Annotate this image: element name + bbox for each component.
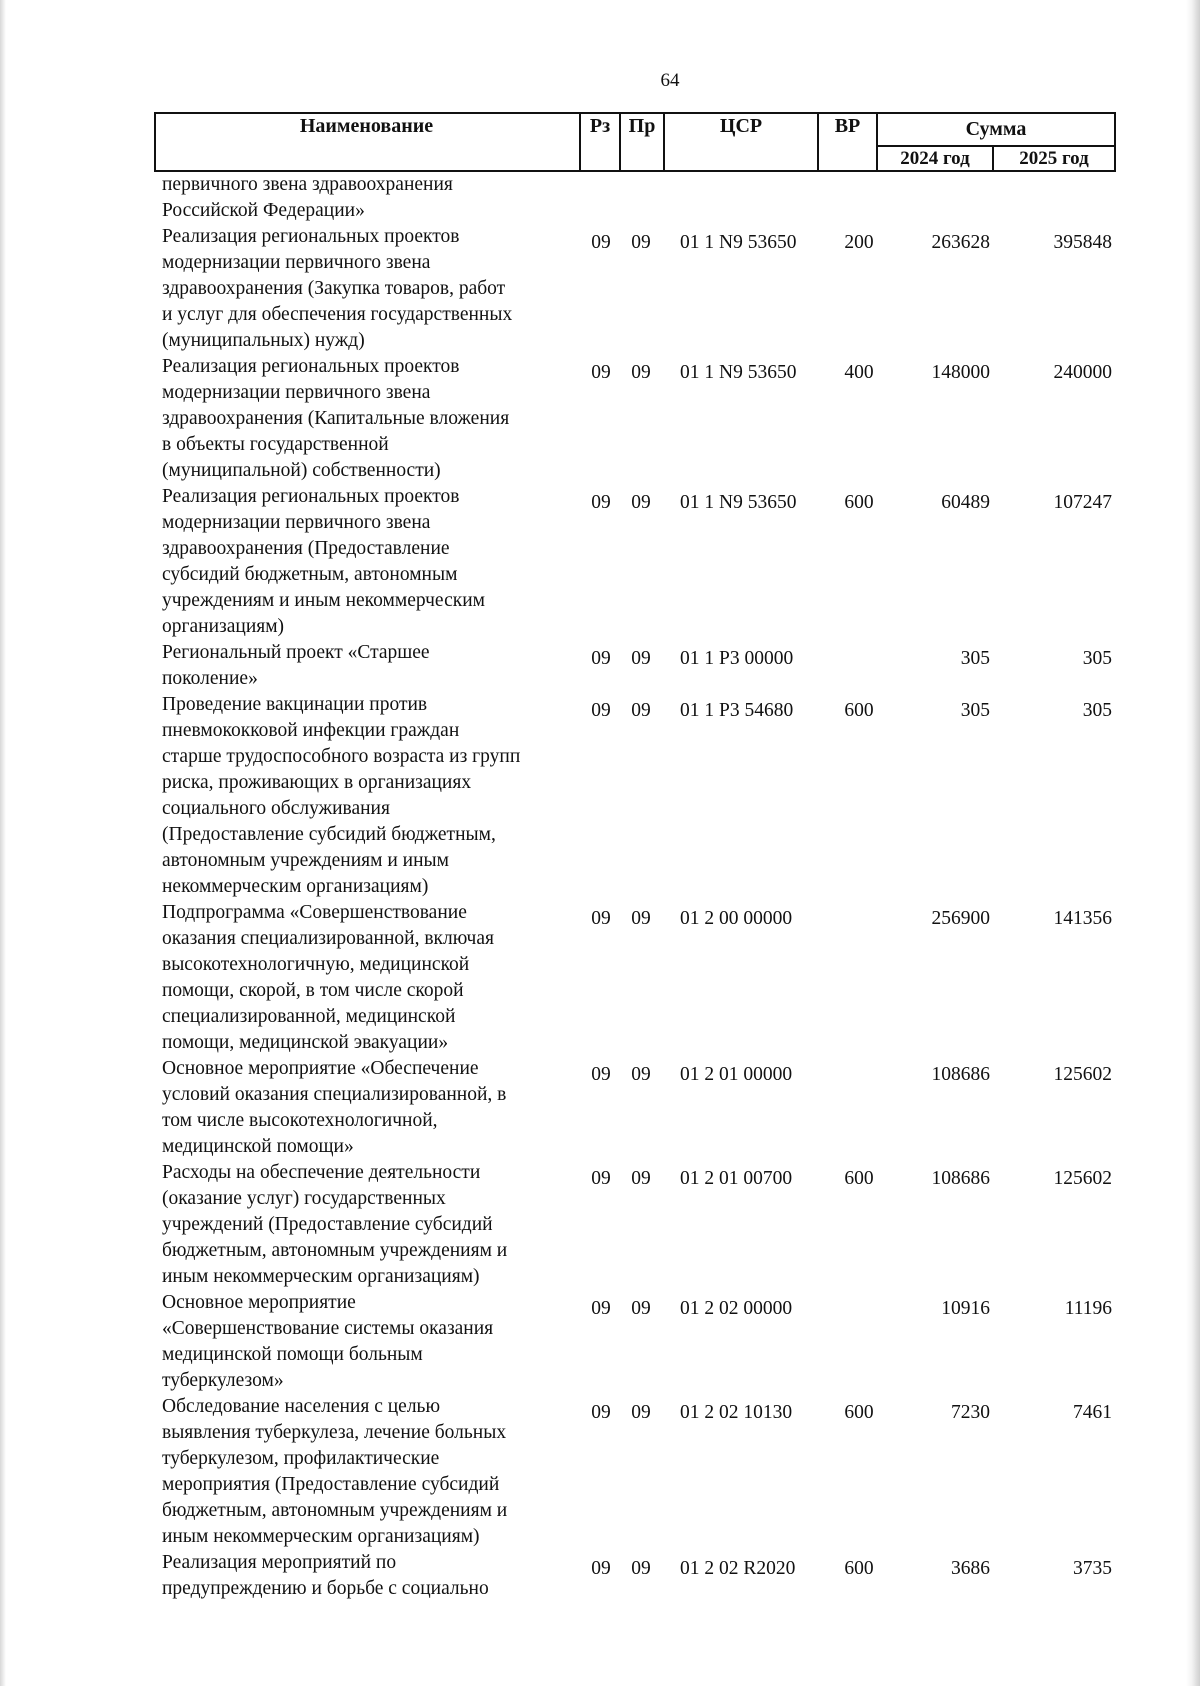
row-sum-2024: 305: [960, 700, 990, 721]
row-sum-2024: 3686: [951, 1558, 990, 1579]
row-name: Подпрограмма «Совершенствование оказания специализированной, включая высокотехнологичную, медицинской помощи, скорой, в том числе скорой специализированной, медицинской помощи, медицинской эвакуации»: [162, 902, 494, 1053]
row-sum-2025: 125602: [1053, 1064, 1112, 1085]
row-sum-2024: 148000: [931, 362, 990, 383]
row-sum-2025: 7461: [1073, 1402, 1112, 1423]
row-vr: 400: [844, 362, 874, 383]
row-sum-2024: 108686: [931, 1168, 990, 1189]
row-rz: 09: [591, 1558, 611, 1579]
row-vr: 600: [844, 492, 874, 513]
table-row: [0, 640, 1200, 692]
table-row: [0, 172, 1200, 224]
row-name: Обследование населения с целью выявления туберкулеза, лечение больных туберкулезом, профилактические мероприятия (Предоставление субсидий бюджетным, автономным учреждениям и иным некоммерческим организациям): [162, 1396, 508, 1547]
row-rz: 09: [591, 908, 611, 929]
row-csr: 01 1 P3 00000: [680, 648, 794, 669]
row-sum-2024: 10916: [941, 1298, 990, 1319]
row-sum-2024: 305: [960, 648, 990, 669]
table-row: [0, 354, 1200, 484]
header-year-2024: 2024 год: [900, 148, 970, 169]
row-csr: 01 1 N9 53650: [680, 492, 797, 513]
row-csr: 01 2 00 00000: [680, 908, 793, 929]
row-sum-2025: 305: [1082, 700, 1112, 721]
table-header: [154, 112, 1116, 172]
row-rz: 09: [591, 1168, 611, 1189]
row-sum-2025: 11196: [1064, 1298, 1112, 1319]
row-sum-2024: 263628: [931, 232, 990, 253]
row-vr: 600: [844, 1402, 874, 1423]
row-sum-2025: 3735: [1073, 1558, 1112, 1579]
header-rz: Рз: [589, 115, 611, 137]
table-row: [0, 1394, 1200, 1550]
row-sum-2024: 108686: [931, 1064, 990, 1085]
row-pr: 09: [631, 492, 651, 513]
row-pr: 09: [631, 908, 651, 929]
row-name: Реализация мероприятий по предупреждению и борьбе с социально: [162, 1552, 489, 1599]
row-name: Расходы на обеспечение деятельности (оказание услуг) государственных учреждений (Предоставление субсидий бюджетным, автономным учреждениям и иным некоммерческим организациям): [162, 1162, 508, 1287]
row-sum-2025: 125602: [1053, 1168, 1112, 1189]
row-sum-2025: 107247: [1053, 492, 1112, 513]
row-name: Реализация региональных проектов модернизации первичного звена здравоохранения (Закупка товаров, работ и услуг для обеспечения государственных (муниципальных) нужд): [162, 226, 513, 351]
row-name: Основное мероприятие «Обеспечение условий оказания специализированной, в том числе высокотехнологичной, медицинской помощи»: [162, 1058, 507, 1157]
row-csr: 01 2 02 00000: [680, 1298, 793, 1319]
row-csr: 01 2 01 00700: [680, 1168, 793, 1189]
row-pr: 09: [631, 648, 651, 669]
row-rz: 09: [591, 1064, 611, 1085]
row-sum-2025: 141356: [1053, 908, 1112, 929]
row-sum-2025: 305: [1082, 648, 1112, 669]
table-row: [0, 224, 1200, 354]
row-name: Региональный проект «Старшее поколение»: [162, 642, 430, 689]
table-row: [0, 1290, 1200, 1394]
page-number: 64: [660, 70, 680, 91]
row-name: Проведение вакцинации против пневмококковой инфекции граждан старше трудоспособного возраста из групп риска, проживающих в организациях социального обслуживания (Предоставление субсидий бюджетным, автономным учреждениям и иным некоммерческим организациям): [162, 694, 521, 897]
row-rz: 09: [591, 648, 611, 669]
row-csr: 01 2 02 10130: [680, 1402, 793, 1423]
row-name: первичного звена здравоохранения Российской Федерации»: [162, 174, 453, 221]
header-top-border: [154, 112, 1116, 114]
row-rz: 09: [591, 362, 611, 383]
row-rz: 09: [591, 1298, 611, 1319]
row-name: Реализация региональных проектов модернизации первичного звена здравоохранения (Предоставление субсидий бюджетным, автономным учреждениям и иным некоммерческим организациям): [162, 486, 485, 637]
header-vr: ВР: [834, 115, 861, 137]
row-sum-2024: 60489: [941, 492, 990, 513]
row-pr: 09: [631, 1168, 651, 1189]
row-rz: 09: [591, 492, 611, 513]
header-name: Наименование: [299, 115, 434, 137]
row-pr: 09: [631, 1298, 651, 1319]
table-body: [0, 172, 1200, 1602]
row-pr: 09: [631, 1064, 651, 1085]
table-row: [0, 484, 1200, 640]
row-csr: 01 1 N9 53650: [680, 362, 797, 383]
header-csr: ЦСР: [719, 115, 763, 137]
header-sum-divider: [876, 145, 1114, 147]
row-sum-2025: 240000: [1053, 362, 1112, 383]
header-year-2025: 2025 год: [1019, 148, 1089, 169]
row-rz: 09: [591, 1402, 611, 1423]
row-csr: 01 1 P3 54680: [680, 700, 794, 721]
row-name: Реализация региональных проектов модернизации первичного звена здравоохранения (Капитальные вложения в объекты государственной (муниципальной) собственности): [162, 356, 510, 481]
row-vr: 200: [844, 232, 874, 253]
row-pr: 09: [631, 1402, 651, 1423]
header-sum: Сумма: [965, 118, 1027, 140]
header-right-border: [1114, 112, 1116, 172]
table-row: [0, 1160, 1200, 1290]
row-name: Основное мероприятие «Совершенствование системы оказания медицинской помощи больным туберкулезом»: [162, 1292, 494, 1391]
row-csr: 01 1 N9 53650: [680, 232, 797, 253]
table-row: [0, 900, 1200, 1056]
row-vr: 600: [844, 1558, 874, 1579]
row-vr: 600: [844, 700, 874, 721]
table-row: [0, 1550, 1200, 1602]
row-pr: 09: [631, 232, 651, 253]
table-row: [0, 1056, 1200, 1160]
row-pr: 09: [631, 700, 651, 721]
row-csr: 01 2 01 00000: [680, 1064, 793, 1085]
row-pr: 09: [631, 1558, 651, 1579]
row-sum-2024: 7230: [951, 1402, 990, 1423]
header-pr: Пр: [628, 115, 656, 137]
table-row: [0, 692, 1200, 900]
row-vr: 600: [844, 1168, 874, 1189]
row-pr: 09: [631, 362, 651, 383]
row-rz: 09: [591, 700, 611, 721]
row-sum-2024: 256900: [931, 908, 990, 929]
row-sum-2025: 395848: [1053, 232, 1112, 253]
row-csr: 01 2 02 R2020: [680, 1558, 796, 1579]
row-rz: 09: [591, 232, 611, 253]
